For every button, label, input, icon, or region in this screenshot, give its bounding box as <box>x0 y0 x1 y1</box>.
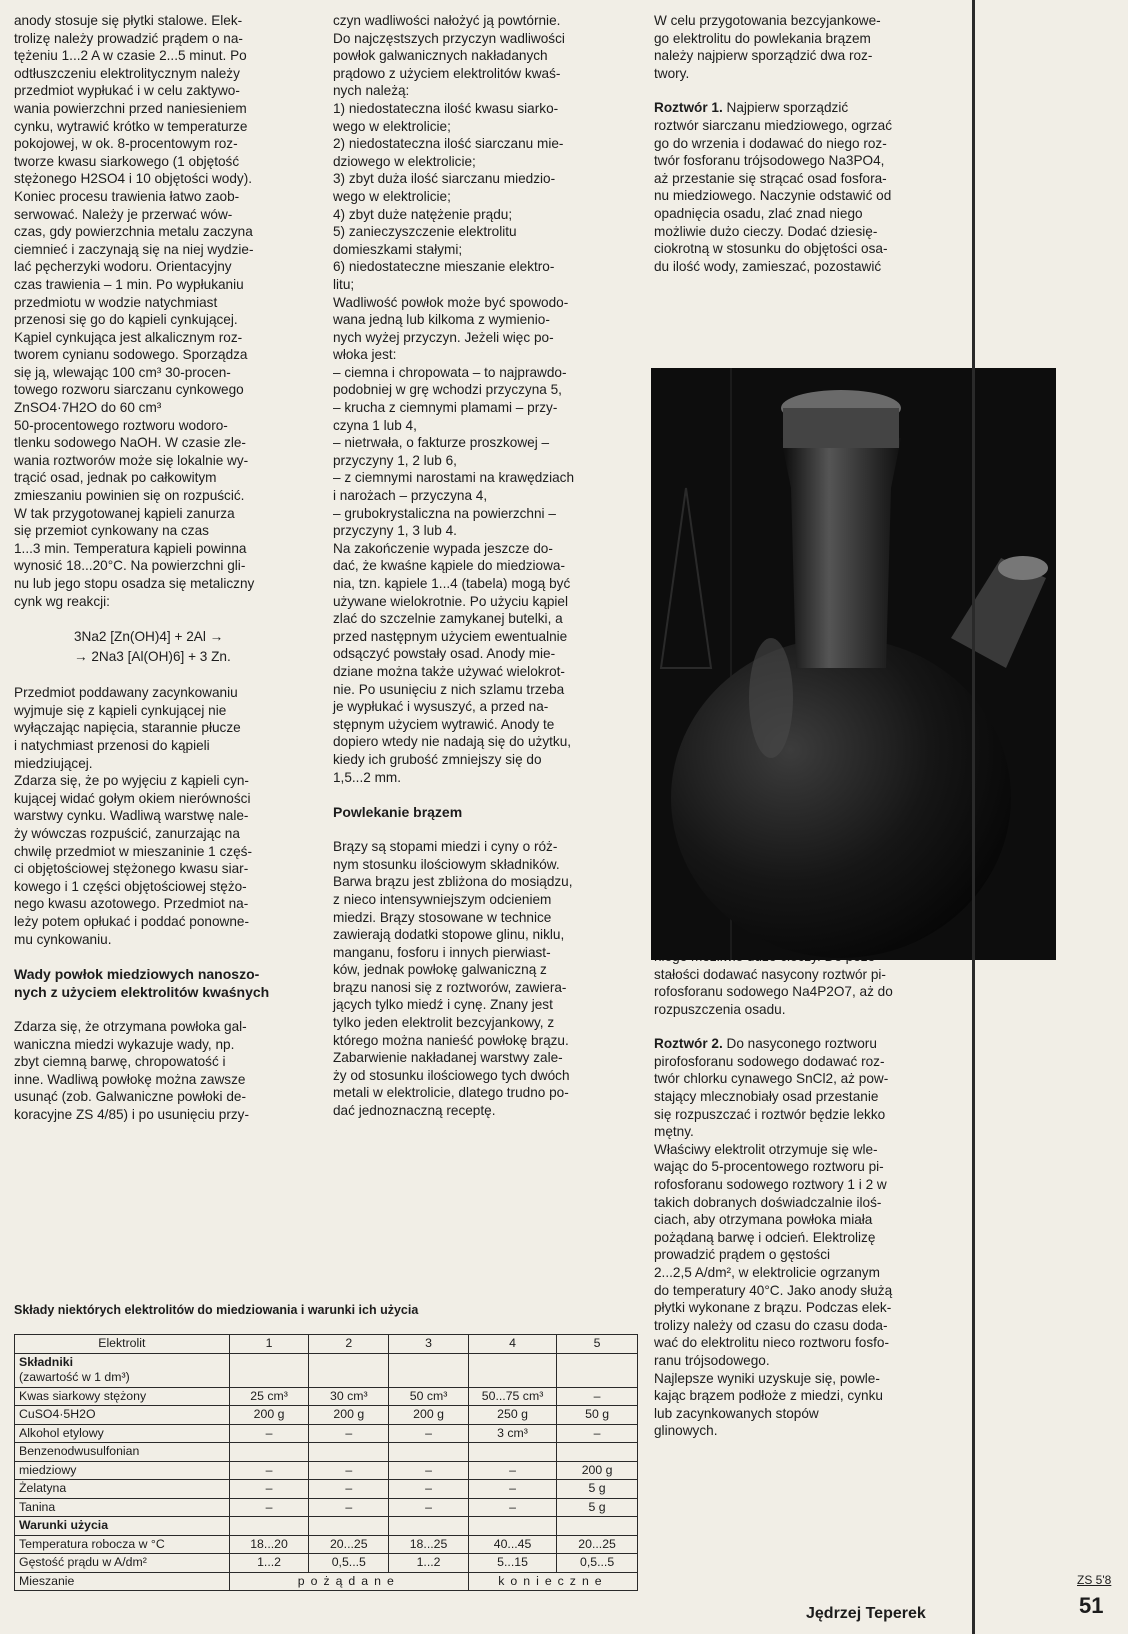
table-cell: – <box>389 1498 469 1517</box>
table-cell: – <box>229 1461 309 1480</box>
table-cell: 200 g <box>557 1461 638 1480</box>
text-line: przedmiot wypłukać i w celu zaktywo- <box>14 83 240 99</box>
text-line: Wadliwość powłok może być spowodo- <box>333 294 569 310</box>
text-line: inne. Wadliwą powłokę można zawsze <box>14 1071 246 1087</box>
table-row <box>15 1461 638 1480</box>
text-line: rofosforanu sodowego Na4P2O7, aż do <box>654 984 893 1000</box>
table-cell: 0,5...5 <box>309 1554 389 1573</box>
text-line: stężonego H2SO4 i 10 objętości wody). <box>14 171 253 187</box>
section-heading-bronze: Powlekanie brązem <box>333 804 463 821</box>
table-cell: – <box>229 1480 309 1499</box>
text-line: z nieco intensywniejszym odcieniem <box>333 891 552 907</box>
table-header-row <box>15 1335 638 1354</box>
text-line: stępnym użyciem wytrawić. Anody te <box>333 716 555 732</box>
text-line: glinowych. <box>654 1423 718 1439</box>
text-line: dać, że kwaśne kąpiele do miedziowa- <box>333 558 565 574</box>
text-line: tworem cynianu sodowego. Sporządza <box>14 347 248 363</box>
table-cell: 1...2 <box>229 1554 309 1573</box>
table-header-cell: 5 <box>557 1335 638 1354</box>
table-cell: 50...75 cm³ <box>468 1387 556 1406</box>
text-line: nych z użyciem elektrolitów kwaśnych <box>14 984 270 1001</box>
text-line: twór fosforanu trójsodowego Na3PO4, <box>654 153 885 169</box>
text-line: rozpuszczenia osadu. <box>654 1001 786 1017</box>
table-cell: 5...15 <box>468 1554 556 1573</box>
equation-line: 3Na2 [Zn(OH)4] + 2Al → <box>74 629 224 645</box>
text-line: którego można nanieść powłokę brązu. <box>333 1032 569 1048</box>
text-line: 1) niedostateczna ilość kwasu siarko- <box>333 100 559 116</box>
text-line: Wady powłok miedziowych nanoszo- <box>14 966 260 983</box>
text-line: zmieszaniu powinien się on rozpuścić. <box>14 488 245 504</box>
text-line: Właściwy elektrolit otrzymuje się wle- <box>654 1141 878 1157</box>
text-line: Kąpiel cynkująca jest alkalicznym roz- <box>14 329 243 345</box>
table-cell <box>468 1443 556 1462</box>
text-line: odsączyć powstały osad. Anody mie- <box>333 646 556 662</box>
table-cell <box>309 1443 389 1462</box>
table-cell <box>389 1443 469 1462</box>
text-line: 1...3 min. Temperatura kąpieli powinna <box>14 540 247 556</box>
text-line: takich dobranych doświadczalnie iloś- <box>654 1194 882 1210</box>
text-line: wania powierzchni przed naniesieniem <box>14 100 247 116</box>
table-row-label: Benzenodwusulfonian <box>15 1443 230 1462</box>
text-line: cynku, wytrawić krótko w temperaturze <box>14 118 248 134</box>
text-line: towego rozworu siarczanu cynkowego <box>14 382 244 398</box>
table-header-cell: 4 <box>468 1335 556 1354</box>
text-line: się przemiot cynkowany na czas <box>14 523 209 539</box>
text-line: ciokrotną w stosunku do objętości osa- <box>654 241 888 257</box>
table-cell <box>557 1443 638 1462</box>
text-line: nego kwasu azotowego. Przedmiot na- <box>14 896 249 912</box>
text-line: tworze kwasu siarkowego (1 objętość <box>14 153 240 169</box>
text-line: nych należą: <box>333 83 410 99</box>
text-line: go elektrolitu do powlekania brązem <box>654 30 871 46</box>
reaction-equation <box>14 627 320 667</box>
table-row <box>15 1554 638 1573</box>
table-cell: – <box>468 1461 556 1480</box>
text-line: kiedy ich grubość zmniejszy się do <box>333 751 542 767</box>
table-section-row <box>15 1517 638 1536</box>
text-line: nych wyżej przyczyn. Jeżeli więc po- <box>333 329 554 345</box>
text-line: – ciemna i chropowata – to najprawdo- <box>333 364 567 380</box>
text-line: odtłuszczeniu elektrolitycznym należy <box>14 65 240 81</box>
table-cell: – <box>309 1498 389 1517</box>
mixing-required: konieczne <box>468 1572 637 1591</box>
round-bottom-flask-image <box>651 368 1056 960</box>
table-header-cell: Elektrolit <box>15 1335 230 1354</box>
table-cell: 20...25 <box>557 1535 638 1554</box>
text-line: rofosforanu sodowego roztwory 1 i 2 w <box>654 1177 887 1193</box>
mixing-desired: pożądane <box>229 1572 468 1591</box>
text-line: mu cynkowaniu. <box>14 931 112 947</box>
table-row <box>15 1387 638 1406</box>
paragraph-solution-1 <box>654 117 944 275</box>
table-section-cell: Warunki użycia <box>15 1517 230 1536</box>
text-line: ranu trójsodowego. <box>654 1352 770 1368</box>
paragraph-solution-2 <box>654 1053 944 1440</box>
table-cell: 5 g <box>557 1480 638 1499</box>
table-row <box>15 1424 638 1443</box>
text-line: – z ciemnymi narostami na krawędziach <box>333 470 575 486</box>
electrolyte-table <box>14 1334 638 1591</box>
table-cell: 0,5...5 <box>557 1554 638 1573</box>
text-line: przenosi się go do kąpieli cynkującej. <box>14 312 238 328</box>
table-header-cell: 1 <box>229 1335 309 1354</box>
table-section-cell: Składniki (zawartość w 1 dm³) <box>15 1353 230 1387</box>
text-line: domieszkami stałymi; <box>333 241 463 257</box>
table-cell: – <box>389 1461 469 1480</box>
table-cell: – <box>389 1424 469 1443</box>
text-line: przyczyny 1, 2 lub 6, <box>333 452 457 468</box>
text-line: 4) zbyt duże natężenie prądu; <box>333 206 513 222</box>
issue-code: ZS 5'8 <box>1077 1573 1112 1587</box>
text-line: wania roztworów może się lokalnie wy- <box>14 452 249 468</box>
text-line: wyłączając napięcia, starannie płucze <box>14 720 241 736</box>
text-line: kującej widać gołym okiem nierówności <box>14 790 251 806</box>
text-line: wana jedną lub kilkoma z wymienio- <box>333 312 550 328</box>
text-line: Najlepsze wyniki uzyskuje się, powle- <box>654 1370 880 1386</box>
text-line: twór chlorku cynawego SnCl2, aż pow- <box>654 1071 889 1087</box>
text-line: kając brązem podłoże z miedzi, cynku <box>654 1388 883 1404</box>
text-line: czas, gdy powierzchnia metalu zaczyna <box>14 224 253 240</box>
text-line: litu; <box>333 276 355 292</box>
table-cell: 18...20 <box>229 1535 309 1554</box>
text-line: czas trawienia – 1 min. Po wypłukaniu <box>14 276 244 292</box>
text-line: tylko jeden elektrolit bezcyjankowy, z <box>333 1015 555 1031</box>
table-cell: – <box>389 1480 469 1499</box>
table-cell: 25 cm³ <box>229 1387 309 1406</box>
text-line: prowadzić prądem o gęstości <box>654 1247 831 1263</box>
table-row <box>15 1406 638 1425</box>
table-row-label: Żelatyna <box>15 1480 230 1499</box>
text-line: pirofosforanu sodowego dodawać roz- <box>654 1053 885 1069</box>
text-line: prądowo z użyciem elektrolitów kwaś- <box>333 65 561 81</box>
text-line: przed następnym użyciem ewentualnie <box>333 628 568 644</box>
text-line: Koniec procesu trawienia łatwo zaob- <box>14 188 240 204</box>
table-row-label: Kwas siarkowy stężony <box>15 1387 230 1406</box>
table-row <box>15 1498 638 1517</box>
text-line: 3) zbyt duża ilość siarczanu miedzio- <box>333 171 556 187</box>
text-line: ZnSO4·7H2O do 60 cm³ <box>14 400 162 416</box>
text-line: Do najczęstszych przyczyn wadliwości <box>333 30 565 46</box>
table-cell: – <box>229 1498 309 1517</box>
text-line: się ją, wlewając 100 cm³ 30-procen- <box>14 364 231 380</box>
text-line: 50-procentowego roztworu wodoro- <box>14 417 228 433</box>
text-line: W tak przygotowanej kąpieli zanurza <box>14 505 235 521</box>
table-cell: – <box>309 1480 389 1499</box>
text-line: pożądaną barwę i odcień. Elektrolizę <box>654 1229 876 1245</box>
table-cell: 200 g <box>309 1406 389 1425</box>
text-line: wyjmuje się z kąpieli cynkującej nie <box>14 702 227 718</box>
text-line: pokojowej, w ok. 8-procentowym roz- <box>14 136 238 152</box>
table-cell: 20...25 <box>309 1535 389 1554</box>
text-line: lub zacynkowanych stopów <box>654 1405 819 1421</box>
table-row-label: Gęstość prądu w A/dm² <box>15 1554 230 1573</box>
text-line: ków, jednak powłokę galwaniczną z <box>333 962 547 978</box>
text-line: należy najpierw sporządzić dwa roz- <box>654 48 873 64</box>
text-line: nu lub jego stopu osadza się metaliczny <box>14 576 255 591</box>
table-row-label: miedziowy <box>15 1461 230 1480</box>
text-line: – grubokrystaliczna na powierzchni – <box>333 505 556 521</box>
table-cell: 250 g <box>468 1406 556 1425</box>
text-line: twory. <box>654 65 690 81</box>
solution-1-label: Roztwór 1. <box>654 100 723 116</box>
text-line: leży potem opłukać i poddać ponowne- <box>14 913 250 929</box>
text-line: aż przestanie się strącać osad fosfora- <box>654 170 887 186</box>
text-line: du ilość wody, zamieszać, pozostawić <box>654 258 882 274</box>
column-rule <box>972 0 975 1634</box>
section-heading-defects <box>14 965 320 1001</box>
text-line: wego w elektrolicie; <box>333 118 451 134</box>
text-line: zlać do szczelnie zamykanej butelki, a <box>333 611 563 627</box>
text-line: trolizę należy prowadzić prądem o na- <box>14 30 243 46</box>
table-header-cell: 3 <box>389 1335 469 1354</box>
table-row-label: CuSO4·5H2O <box>15 1406 230 1425</box>
paragraph-bronze <box>333 838 641 1120</box>
text-line: brązu nanosi się z roztworów, zawiera- <box>333 979 567 995</box>
table-caption: Składy niektórych elektrolitów do miedziowania i warunki ich użycia <box>14 1303 419 1317</box>
text-line: W celu przygotowania bezcyjankowe- <box>654 13 881 28</box>
text-line: do temperatury 40°C. Jako anody służą <box>654 1282 893 1298</box>
table-cell: – <box>557 1424 638 1443</box>
paragraph-zinc-bath <box>14 12 320 610</box>
text-line: 6) niedostateczne mieszanie elektro- <box>333 259 555 275</box>
text-line: go do wrzenia i dodawać do niego roz- <box>654 135 887 151</box>
solution-2-first-line: Roztwór 2. Do nasyconego roztworu <box>654 1036 877 1052</box>
text-line: warstwy cynku. Wadliwą warstwę nale- <box>14 808 249 824</box>
text-line: zawierają dodatki stopowe glinu, niklu, <box>333 927 565 943</box>
text-line: Zabarwienie nakładanej warstwy zale- <box>333 1050 563 1066</box>
table-row-label: Mieszanie <box>15 1572 230 1591</box>
text-line: manganu, fosforu i innych pierwiast- <box>333 944 551 960</box>
text-line: wając do 5-procentowego roztworu pi- <box>654 1159 884 1175</box>
text-line: trolizy należy od czasu do czasu doda- <box>654 1317 888 1333</box>
text-line: metali w elektrolicie, dlatego trudno po- <box>333 1085 569 1101</box>
text-line: anody stosuje się płytki stalowe. Elek- <box>14 13 243 28</box>
text-line: 1,5...2 mm. <box>333 769 401 785</box>
text-line: dziowego w elektrolicie; <box>333 153 476 169</box>
text-line: płytki wykonane z brązu. Podczas elek- <box>654 1300 892 1316</box>
column-1 <box>14 12 320 1124</box>
text-line: stający mlecznobiały osad przestanie <box>654 1089 879 1105</box>
text-line: Brązy są stopami miedzi i cyny o róż- <box>333 839 558 855</box>
text-line: tlenku sodowego NaOH. W czasie zle- <box>14 435 246 451</box>
flask-photo <box>651 368 1056 960</box>
text-line: dziane można także używać wielokrot- <box>333 663 565 679</box>
text-line: kowego i 1 części objętościowej stężo- <box>14 878 247 894</box>
table-cell: 18...25 <box>389 1535 469 1554</box>
text-line: podobniej w grę wchodzi przyczyna 5, <box>333 382 562 398</box>
text-line: dopiero wtedy nie nadają się do użytku, <box>333 734 572 750</box>
table-cell: – <box>229 1424 309 1443</box>
table-cell: – <box>309 1461 389 1480</box>
text-line: tężeniu 1...2 A w czasie 2...5 minut. Po <box>14 48 247 64</box>
text-line: nu miedziowego. Naczynie odstawić od <box>654 188 892 204</box>
table-header-cell: 2 <box>309 1335 389 1354</box>
paragraph-defect-causes <box>333 12 641 786</box>
text-line: nia, tzn. kąpiele 1...4 (tabela) mogą być <box>333 576 571 591</box>
table-cell: – <box>309 1424 389 1443</box>
solution-1-first-line: Roztwór 1. Najpierw sporządzić <box>654 100 849 116</box>
text-line: wego w elektrolicie; <box>333 188 451 204</box>
table-row <box>15 1443 638 1462</box>
solution-2-label: Roztwór 2. <box>654 1036 723 1052</box>
text-line: mętny. <box>654 1124 694 1140</box>
text-line: je wypłukać i wysuszyć, a przed na- <box>333 699 549 715</box>
table-row <box>15 1480 638 1499</box>
text-line: 5) zanieczyszczenie elektrolitu <box>333 224 517 240</box>
equation-line: → 2Na3 [Al(OH)6] + 3 Zn. <box>74 649 231 665</box>
text-line: ży od stosunku ilościowego tych dwóch <box>333 1067 570 1083</box>
text-line: ży wówczas rozpuścić, zanurzając na <box>14 825 240 841</box>
text-line: włoka jest: <box>333 347 397 363</box>
text-line: Przedmiot poddawany zacynkowaniu <box>14 685 238 701</box>
text-line: chwilę przedmiot w mieszaninie 1 częś- <box>14 843 252 859</box>
text-line: roztwór siarczanu miedziowego, ogrzać <box>654 117 892 133</box>
text-line: ci objętościowej stężonego kwasu siar- <box>14 861 249 877</box>
paragraph-bronze-intro <box>654 12 944 82</box>
text-line: używane wielokrotnie. Po użyciu kąpiel <box>333 593 568 609</box>
text-line: Zdarza się, że po wyjęciu z kąpieli cyn- <box>14 773 249 789</box>
text-line: – krucha z ciemnymi plamami – przy- <box>333 400 558 416</box>
text-line: wynosić 18...20°C. Na powierzchni gli- <box>14 558 246 574</box>
text-line: się rozpuszczać i roztwór będzie lekko <box>654 1106 886 1122</box>
text-line: możliwie dużo cieczy. Dodać dziesię- <box>654 223 878 239</box>
text-line: miedzi. Brązy stosowane w technice <box>333 909 552 925</box>
table-cell: 3 cm³ <box>468 1424 556 1443</box>
table-cell: 5 g <box>557 1498 638 1517</box>
text-line: nie. Po usunięciu z nich szlamu trzeba <box>333 681 565 697</box>
text-line: trącić osad, jednak po całkowitym <box>14 470 217 486</box>
paragraph-after-zinc <box>14 684 320 948</box>
text-line: Zdarza się, że otrzymana powłoka gal- <box>14 1019 247 1035</box>
text-line: ciemnieć i zaczynają się na niej wydzie- <box>14 241 254 257</box>
text-line: Barwa brązu jest zbliżona do mosiądzu, <box>333 874 573 890</box>
text-line: i narożach – przyczyna 4, <box>333 488 488 504</box>
text-line: Na zakończenie wypada jeszcze do- <box>333 540 553 556</box>
column-2 <box>333 12 641 1120</box>
table-section-row <box>15 1353 638 1387</box>
text-line: czyn wadliwości nałożyć ją powtórnie. <box>333 13 561 28</box>
text-line: przyczyny 1, 3 lub 4. <box>333 523 457 539</box>
table-row-label: Tanina <box>15 1498 230 1517</box>
table-cell: 1...2 <box>389 1554 469 1573</box>
text-line: przedmiotu w wodzie natychmiast <box>14 294 218 310</box>
text-line: jących tylko miedź i cynę. Znany jest <box>333 997 553 1013</box>
text-line: zbyt ciemną barwę, chropowatość i <box>14 1054 226 1070</box>
text-line: 2...2,5 A/dm², w elektrolicie ogrzanym <box>654 1265 880 1280</box>
text-line: serwować. Należy je przerwać wów- <box>14 206 233 222</box>
table-cell: 200 g <box>389 1406 469 1425</box>
table-cell: – <box>468 1498 556 1517</box>
text-line: lać pęcherzyki wodoru. Orientacyjny <box>14 259 232 275</box>
text-line: – nietrwała, o fakturze proszkowej – <box>333 435 550 451</box>
table-cell: 50 g <box>557 1406 638 1425</box>
text-line: i natychmiast przenosi do kąpieli <box>14 737 210 753</box>
text-line: opadnięcia osadu, zlać znad niego <box>654 205 863 221</box>
text-line: powłok galwanicznych nakładanych <box>333 48 548 64</box>
table-cell: 50 cm³ <box>389 1387 469 1406</box>
table-cell: 200 g <box>229 1406 309 1425</box>
table-cell: – <box>557 1387 638 1406</box>
table-cell <box>229 1443 309 1462</box>
text-line: dać jednoznaczną receptę. <box>333 1103 496 1119</box>
table-cell: 40...45 <box>468 1535 556 1554</box>
text-line: koracyjne ZS 4/85) i po usunięciu przy- <box>14 1107 249 1123</box>
table-cell: – <box>468 1480 556 1499</box>
text-line: ciach, aby otrzymana powłoka miała <box>654 1212 873 1228</box>
table-row-label: Alkohol etylowy <box>15 1424 230 1443</box>
text-line: czyna 1 lub 4, <box>333 417 417 433</box>
table-cell: 30 cm³ <box>309 1387 389 1406</box>
page-number: 51 <box>1079 1593 1104 1618</box>
author-signature: Jędrzej Teperek <box>806 1605 926 1622</box>
text-line: stałości dodawać nasycony roztwór pi- <box>654 966 886 982</box>
table-row <box>15 1535 638 1554</box>
text-line: nym stosunku ilościowym składników. <box>333 856 560 872</box>
text-line: wać do elektrolitu nieco roztworu fosfo- <box>654 1335 889 1351</box>
text-line: 2) niedostateczna ilość siarczanu mie- <box>333 136 564 152</box>
paragraph-defects <box>14 1018 320 1124</box>
text-line: usunąć (zob. Galwaniczne powłoki de- <box>14 1089 246 1105</box>
table-row-mixing <box>15 1572 638 1591</box>
table-row-label: Temperatura robocza w °C <box>15 1535 230 1554</box>
text-line: miedziującej. <box>14 755 93 771</box>
text-line: cynk wg reakcji: <box>14 593 110 609</box>
text-line: waniczna miedzi wykazuje wady, np. <box>14 1036 235 1052</box>
